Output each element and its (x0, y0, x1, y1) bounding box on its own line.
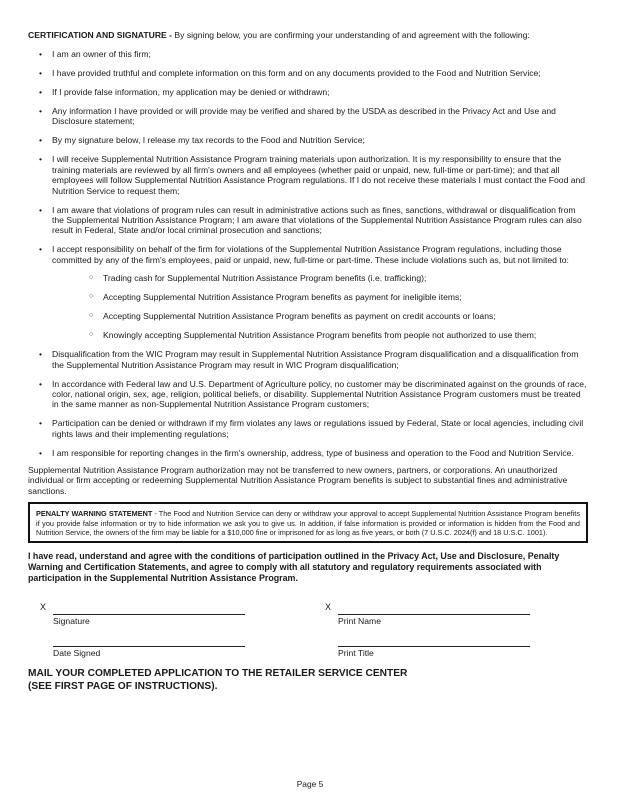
certification-intro (28, 30, 588, 41)
certification-intro-text: By signing below, you are confirming your understanding of and agreement with the following: (172, 30, 530, 40)
sub-list-item: ○ Accepting Supplemental Nutrition Assistance Program benefits as payment for ineligible items; (52, 292, 588, 302)
list-item-text: I accept responsibility on behalf of the firm for violations of the Supplemental Nutrition Assistance Program regulations, including those committed by any of the firm's employees, paid or unpaid, new, full-time or part-time. These include violations such as, but not limited to: (52, 244, 569, 265)
signature-row-1 (28, 602, 588, 632)
penalty-heading: PENALTY WARNING STATEMENT (36, 509, 153, 519)
signature-line (53, 614, 245, 615)
list-item: • I am responsible for reporting changes in the firm's ownership, address, type of business and operation to the Food and Nutrition Service. (28, 448, 588, 458)
list-item: • I will receive Supplemental Nutrition Assistance Program training materials upon authorization. It is my responsibility to ensure that the training materials are reviewed by all firm's owners and all employees (whether paid or unpaid, new, full-time or part-time); and that all employees will follow Supplemental Nutrition Assistance Program regulations. If I do not receive these materials I must contact the Food and Nutrition Service to request them; (28, 154, 588, 196)
sub-list-item: ○ Trading cash for Supplemental Nutrition Assistance Program benefits (i.e. trafficking); (52, 273, 588, 283)
list-item: • Participation can be denied or withdrawn if my firm violates any laws or regulations issued by Federal, State or local agencies, including civil rights laws and their implementing regulations; (28, 418, 588, 439)
print-name-label: Print Name (338, 616, 381, 627)
penalty-warning-box (28, 502, 588, 543)
list-item: • In accordance with Federal law and U.S. Department of Agriculture policy, no customer may be discriminated against on the grounds of race, color, national origin, sex, age, religion, political beliefs, or disability. Supplemental Nutrition Assistance Program customers must be treated in the same manner as non-Supplemental Nutrition Assistance Program customers; (28, 379, 588, 410)
certification-list (28, 49, 588, 458)
penalty-text: - The Food and Nutrition Service can deny or withdraw your approval to accept Supplemental Nutrition Assistance Program benefits if you provide false information or try to hide information we ask you to give us. In addition, if false information is provided or information is hidden from the Food and Nutrition Service, the owners of the firm may be liable for a $10,000 fine or imprisoned for as long as five years, or both (7 U.S.C. 2024(f) and 18 U.S.C. 1001). (36, 509, 580, 537)
list-item: • Disqualification from the WIC Program may result in Supplemental Nutrition Assistance Program disqualification and a disqualification from the Supplemental Nutrition Assistance Program may result in WIC Program disqualification; (28, 349, 588, 370)
list-item-violations (28, 244, 588, 340)
certification-heading: CERTIFICATION AND SIGNATURE - (28, 30, 173, 40)
signature-field[interactable] (40, 602, 250, 630)
sub-list-item: ○ Accepting Supplemental Nutrition Assistance Program benefits as payment on credit accounts or loans; (52, 311, 588, 321)
print-name-field[interactable] (325, 602, 535, 630)
certification-page (28, 30, 588, 693)
mail-line-2: (SEE FIRST PAGE OF INSTRUCTIONS). (28, 680, 218, 692)
mail-line-1: MAIL YOUR COMPLETED APPLICATION TO THE RETAILER SERVICE CENTER (28, 668, 408, 680)
list-item: • Any information I have provided or will provide may be verified and shared by the USDA as described in the Privacy Act and Use and Disclosure statement; (28, 106, 588, 127)
sub-list-item: ○ Knowingly accepting Supplemental Nutrition Assistance Program benefits from people not authorized to use them; (52, 330, 588, 340)
list-item: • I have provided truthful and complete information on this form and on any documents provided to the Food and Nutrition Service; (28, 68, 588, 78)
page-number: Page 5 (296, 779, 324, 789)
print-title-label: Print Title (338, 648, 374, 659)
date-signed-field[interactable] (40, 634, 250, 662)
signature-label: Signature (53, 616, 90, 627)
list-item: • I am an owner of this firm; (28, 49, 588, 59)
print-name-line (338, 614, 530, 615)
signature-row-2 (28, 634, 588, 664)
list-item: • If I provide false information, my application may be denied or withdrawn; (28, 87, 588, 97)
signature-x-mark: X (40, 602, 47, 613)
list-item: • By my signature below, I release my tax records to the Food and Nutrition Service; (28, 135, 588, 145)
print-title-field[interactable] (325, 634, 535, 662)
print-name-x-mark: X (325, 602, 332, 613)
violations-sublist (52, 273, 588, 340)
print-title-line (338, 646, 530, 647)
date-signed-line (53, 646, 245, 647)
list-item: • I am aware that violations of program rules can result in administrative actions such as fines, sanctions, withdrawal or disqualification from the Supplemental Nutrition Assistance Program; I am aware that violations of the Supplemental Nutrition Assistance Program rules can also result in Federal, State and/or local criminal prosecution and sanctions; (28, 205, 588, 236)
agreement-statement: I have read, understand and agree with the conditions of participation outlined in the Privacy Act, Use and Disclosure, Penalty Warning and Certification Statements, and agree to comply with all statutory and regulatory requirements associated with participation in the Supplemental Nutrition Assistance Program. (28, 551, 560, 584)
mail-instructions (28, 668, 588, 693)
transfer-notice: Supplemental Nutrition Assistance Program authorization may not be transferred to new owners, partners, or corporations. An unauthorized individual or firm accepting or redeeming Supplemental Nutrition Assistance Program benefits is subject to substantial fines and administrative sanctions. (28, 464, 568, 496)
date-signed-label: Date Signed (53, 648, 101, 659)
